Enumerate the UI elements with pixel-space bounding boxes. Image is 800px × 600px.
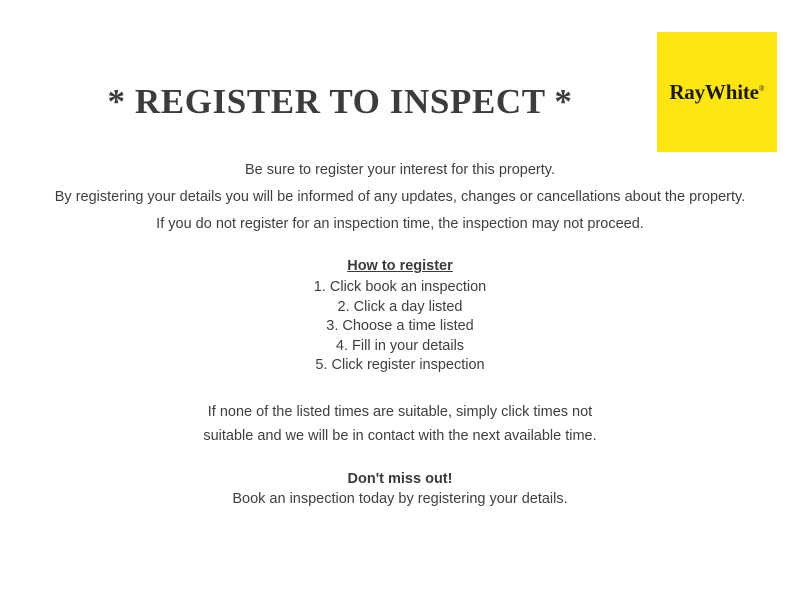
how-to-register-heading: How to register [347, 258, 453, 274]
logo-trademark-symbol: ® [758, 83, 765, 93]
how-to-steps-list [0, 278, 800, 376]
closing-line: Book an inspection today by registering your details. [232, 490, 568, 507]
list-item: 2. Click a day listed [337, 298, 463, 315]
closing-section [0, 471, 800, 507]
list-item: 4. Fill in your details [335, 337, 465, 354]
logo-wordmark [669, 80, 764, 105]
intro-line-1: Be sure to register your interest for this property. [244, 162, 555, 178]
list-item: 1. Click book an inspection [313, 279, 487, 295]
note-line-1: If none of the listed times are suitable, simply click times not [207, 403, 593, 420]
intro-paragraph [0, 160, 800, 235]
times-not-suitable-note [0, 402, 800, 446]
intro-line-2: By registering your details you will be informed of any updates, changes or cancellations about the property. [54, 189, 746, 205]
logo-white-text: White [704, 79, 759, 104]
list-item: 3. Choose a time listed [326, 318, 474, 334]
how-to-register-section [0, 258, 800, 376]
list-item: 5. Click register inspection [315, 357, 485, 373]
raywhite-logo [657, 32, 777, 152]
body-content [0, 160, 800, 507]
note-line-2: suitable and we will be in contact with the next available time. [203, 427, 597, 444]
closing-heading: Don't miss out! [347, 470, 453, 487]
intro-line-3: If you do not register for an inspection time, the inspection may not proceed. [156, 216, 644, 232]
logo-ray-text: Ray [669, 79, 705, 104]
page-title: * REGISTER TO INSPECT * [107, 82, 573, 121]
